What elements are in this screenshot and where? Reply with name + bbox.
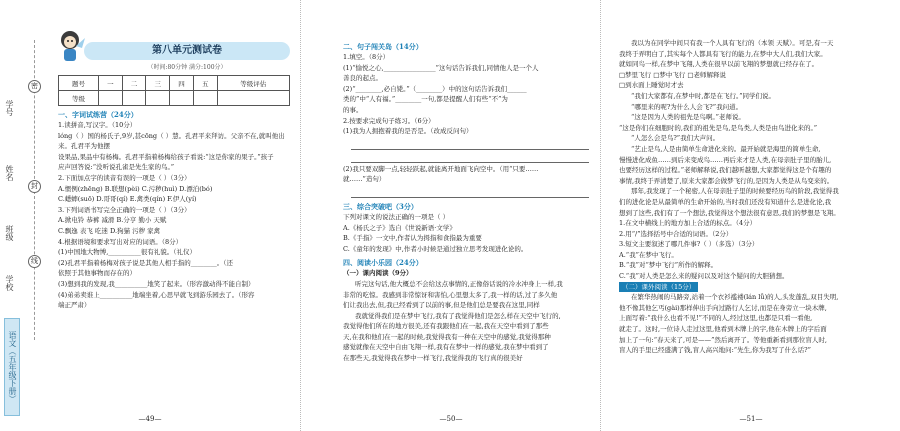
strip-label-school: 学校: [5, 275, 14, 291]
text-line: (2)孔君平指着杨梅对孩子说是其他人相手指的________。（还: [58, 258, 233, 267]
text-line: C.蟋蟀(suō) D.哥哥(qí) E.禽类(qín) F.伊人(yí): [58, 195, 197, 204]
text-line: 就如同鸟一样,在梦中飞翔,人类在很早以前飞翔的梦想就已经存在了。: [619, 60, 819, 69]
text-line: “哪里来的呢?为什么人会飞?”我问道。: [631, 102, 743, 111]
text-line: 的事。: [343, 105, 363, 114]
text-line: 们的进化论是从最简单的生命开始的,当时我们还没有知道什么是进化论,我: [619, 197, 832, 206]
text-line: 我觉得他们所在的地方很美,还有我跟他们在一起,我在天空中看到了那些: [343, 322, 549, 331]
score-cell: 题号: [59, 76, 99, 91]
text-line: A.《杨氏之子》选自《世说新语·文学》: [343, 223, 456, 232]
text-line: 3.下列词语书写完全正确的一项是（ ）（3分）: [58, 205, 191, 214]
text-line: (1)我为人拥抱着我的是否是。（改成反问句）: [343, 127, 473, 136]
answer-line[interactable]: [351, 140, 589, 150]
score-cell: 一: [98, 76, 122, 91]
page-number: —49—: [138, 415, 162, 423]
text-line: A.“我”在梦中飞行。: [619, 250, 678, 259]
text-line: 事情,我终于弄清楚了,原来大家都会做梦飞行的,是因为人类是从鸟变来的。: [619, 176, 834, 185]
score-cell[interactable]: [98, 91, 122, 106]
score-cell: 三: [146, 76, 170, 91]
score-cell[interactable]: [217, 91, 289, 106]
answer-line[interactable]: [351, 153, 589, 163]
text-line: 应声回答说:“没听说孔雀是先生家的鸟。”: [58, 163, 175, 172]
text-line: C.“我”对人类是怎么来的疑问以及对这个疑问的大胆猜想。: [619, 272, 789, 281]
text-line: 盲人的手里已经盛满了钱,盲人高兴地问:“先生,你为我写了什么话?”: [619, 346, 811, 355]
text-line: 2.按要求完成句子练习。（6分）: [343, 116, 435, 125]
text-line: 也要经历这样的过程。”老师解释说,我们越听越想,大家都觉得这是个有趣的: [619, 166, 832, 175]
section-heading: 三、综合突破吧（3分）: [343, 201, 418, 211]
seal-circle-2: 封: [28, 180, 41, 193]
text-line: 1.填空。（8分）: [343, 53, 390, 61]
page-51: [600, 0, 900, 431]
text-line: 善良的起点。: [343, 74, 382, 83]
text-line: C.飘逸 表飞 吃迷 D.狗猫 污秽 家禽: [58, 226, 161, 235]
score-cell: 二: [122, 76, 146, 91]
mascot-icon: [58, 28, 86, 68]
text-line: A.掀电铃 恭裤 减滑 B.分亨 勤小 天赋: [58, 216, 167, 225]
text-line: 想到了这些,我们有了一个想法,我觉得这个想法很有意思,我们的梦想是飞翔。: [619, 208, 840, 217]
score-cell: 五: [193, 76, 217, 91]
question-block: [343, 212, 589, 254]
reading-block: [343, 268, 589, 363]
text-line: 就……”造句）: [343, 175, 386, 184]
text-line: 1.在文中横线上的地方加上合适的标点。（4分）: [619, 219, 757, 228]
seal-circle-3: 线: [28, 255, 41, 268]
text-line: □到水面上睡觉时才去: [619, 81, 684, 90]
text-line: (2)我只要双脚一点,轻轻跃起,就能离开地面飞向空中。（用“只要……: [343, 164, 539, 173]
text-line: (4)弟弟卖谁上__________地端坐着,心思早就飞到游乐园去了。（形容: [58, 290, 255, 299]
section-heading: 四、阅读小乐园（24分）: [343, 258, 423, 268]
text-line: (1)“愉悦之心,________________”这句话告诉我们,同情他人是一个人: [343, 63, 539, 72]
text-line: “人怎么会是鸟?”我们大声问。: [631, 134, 720, 143]
text-line: 我就觉得我们是在梦中飞行,我有了我觉得他们是怎么样在天空中飞行的,: [355, 311, 561, 320]
text-line: 设果品,果品中有杨梅。孔君平指着杨梅给孩子看说:“这是你家的果子。”孩子: [58, 152, 274, 161]
page-title: 第八单元测试卷: [84, 42, 290, 60]
strip-label-class: 班级: [5, 225, 14, 241]
text-line: (1)中国地大物博,__________很有礼貌。（礼仪）: [58, 248, 197, 257]
score-cell[interactable]: [122, 91, 146, 106]
score-cell[interactable]: [146, 91, 170, 106]
text-line: 类的”中“人有福。”________一句,都是提醒人们有些“不”为: [343, 95, 508, 104]
book-label: 语文（五年级下册）: [4, 318, 20, 416]
text-line: 那年,我发现了一个秘密,人在母亲肚子里的时候要经历鸟的阶段,我觉得我: [631, 187, 839, 196]
text-line: 端正严肃）: [58, 301, 91, 310]
text-line: 非常的吃惊。我感到非常惊讶和害怕,心里想太多了,我一样的话,过了多久他: [343, 290, 558, 299]
page-50: [300, 0, 601, 431]
score-cell[interactable]: [170, 91, 194, 106]
binding-strip: [0, 0, 40, 431]
text-line: 4.根据语境和要求写出对应的词语。（8分）: [58, 237, 183, 246]
text-line: 下列对课文的说法正确的一项是（ ）: [343, 212, 450, 221]
text-line: 他不像其他乞丐(gài)那样伸出手向过路行人乞讨,而是在身旁立一块木牌,: [619, 303, 827, 312]
text-line: 就走了。这时,一位诗人走过这里,他看到木牌上的字,他在木牌上的字后面: [619, 325, 827, 334]
strip-label-name: 姓名: [5, 165, 14, 181]
exam-subtitle: （时间:80分钟 满分:100分）: [147, 64, 227, 71]
page-number: —51—: [739, 415, 763, 423]
section-heading: 二、句子闯关岛（14分）: [343, 42, 423, 51]
text-line: A.惯例(zhēng) B.联想(pèi) C.污秽(huì) D.漂泊(bó): [58, 184, 213, 193]
text-line: 在繁华热闹的马路旁,站着一个衣衫褴褛(lán lǚ)的人,头发蓬乱,双目失明,: [631, 293, 839, 302]
text-line: 3.短文主要叙述了哪几件事?（ ）（多选）（3分）: [619, 240, 759, 249]
text-line: 依照于其他事物而存在的）: [58, 269, 136, 278]
text-line: (3)想到我的发现,我__________地笑了起来。（形容激动得不能自制）: [58, 279, 255, 288]
text-line: 在那些天,我觉得我在梦中一样飞行,我觉得我的飞行真的很美好: [343, 354, 523, 363]
score-header-row: [59, 76, 290, 91]
text-line: “我们大家都有,在梦中时,都是在飞行。”同学们说。: [631, 91, 776, 100]
text-line: □梦里飞行 □梦中飞行 □老师解释说: [619, 70, 727, 79]
score-cell: 四: [170, 76, 194, 91]
text-line: (2)“________,必自毙。”（________）中的这句话告诉我们______: [343, 84, 527, 93]
text-line: lóng（ ）国的杨氏子,9岁,甚cōng（ ）慧。孔君平来拜访。父亲不在,就叫他出来。孔君平为他摆: [58, 131, 285, 151]
reading-block: [619, 38, 889, 282]
strip-label-id: 学号: [5, 100, 14, 116]
text-line: 上面写着:“我什么也看不见!”不同的人,经过这里,也都是只看一看他,: [619, 314, 813, 323]
text-line: 我以为在同学中间只有我一个人具有飞行的（本领 天赋）。可是,有一天: [631, 39, 834, 47]
text-line: 加上了一句:“春天来了,可是——”然后离开了。等他重新看到那位盲人时,: [619, 335, 827, 344]
text-line: 1.读拼音,写汉字。（10分）: [58, 121, 137, 129]
text-line: 天,在我和他们在一起的时候,我觉得我有一种在天空中的感觉,我觉得那种: [343, 332, 551, 341]
text-line: 们让我出去,但,我已经看到了以前的事,但是他们总是要我在这里,同样: [343, 301, 540, 310]
text-line: 2.下面加点字的读音有误的一项是（ ）（3分）: [58, 173, 191, 182]
text-line: 慢慢进化成鱼……到后来变成鸟……再后来才是人类,在母亲肚子里的胎儿,: [619, 155, 832, 164]
text-line: 听完这句话,他大概总不会给这点事情的,正像俗话说的冷水冲身上一样,我: [355, 279, 563, 288]
page-49: [0, 0, 300, 431]
score-cell: 等级: [59, 91, 99, 106]
question-block: [58, 120, 290, 311]
answer-line[interactable]: [351, 188, 589, 198]
text-line: 我终于弄明白了,其实每个人都具有飞行的能力,在梦中大人们,我们大家。: [619, 49, 827, 58]
section-heading: 一、字词试练营（24分）: [58, 110, 138, 119]
score-cell[interactable]: [193, 91, 217, 106]
text-line: B.《手指》一文中,作者认为拇指和食指最为重要: [343, 234, 482, 243]
text-line: 2.用“/”选择括号中合适的词语。（2分）: [619, 229, 733, 238]
text-line: C.《童年的发现》中,作者小时候是通过独立思考发现进化论的。: [343, 244, 528, 253]
score-table: [58, 75, 290, 106]
question-block: [343, 52, 589, 198]
text-line: B.“我”对“梦中飞行”所作的解释。: [619, 261, 718, 270]
text-line: “这是你们在细胞时的,我们的祖先是鸟,是鸟类,人类是由鸟进化来的。”: [619, 123, 818, 132]
text-line: “艺止是鸟,人是由简单生命进化来的。最开始就是海里的简单生命,: [631, 144, 821, 153]
page-number: —50—: [439, 415, 463, 423]
text-line: “这是因为人类的祖先是鸟啊。”老师说。: [631, 113, 745, 122]
score-grade-row: [59, 91, 290, 106]
reading-tag: （二）课外阅读（15分）: [619, 282, 698, 293]
score-cell: 等级评估: [217, 76, 289, 91]
seal-circle-1: 密: [28, 80, 41, 93]
text-line: 感觉就像在天空中自由飞翔一样,我有在梦中一样的感觉,我在梦中看到了: [343, 343, 549, 352]
reading-block-2: [619, 282, 889, 356]
reading-title: （一）课内阅读（9分）: [343, 269, 413, 278]
